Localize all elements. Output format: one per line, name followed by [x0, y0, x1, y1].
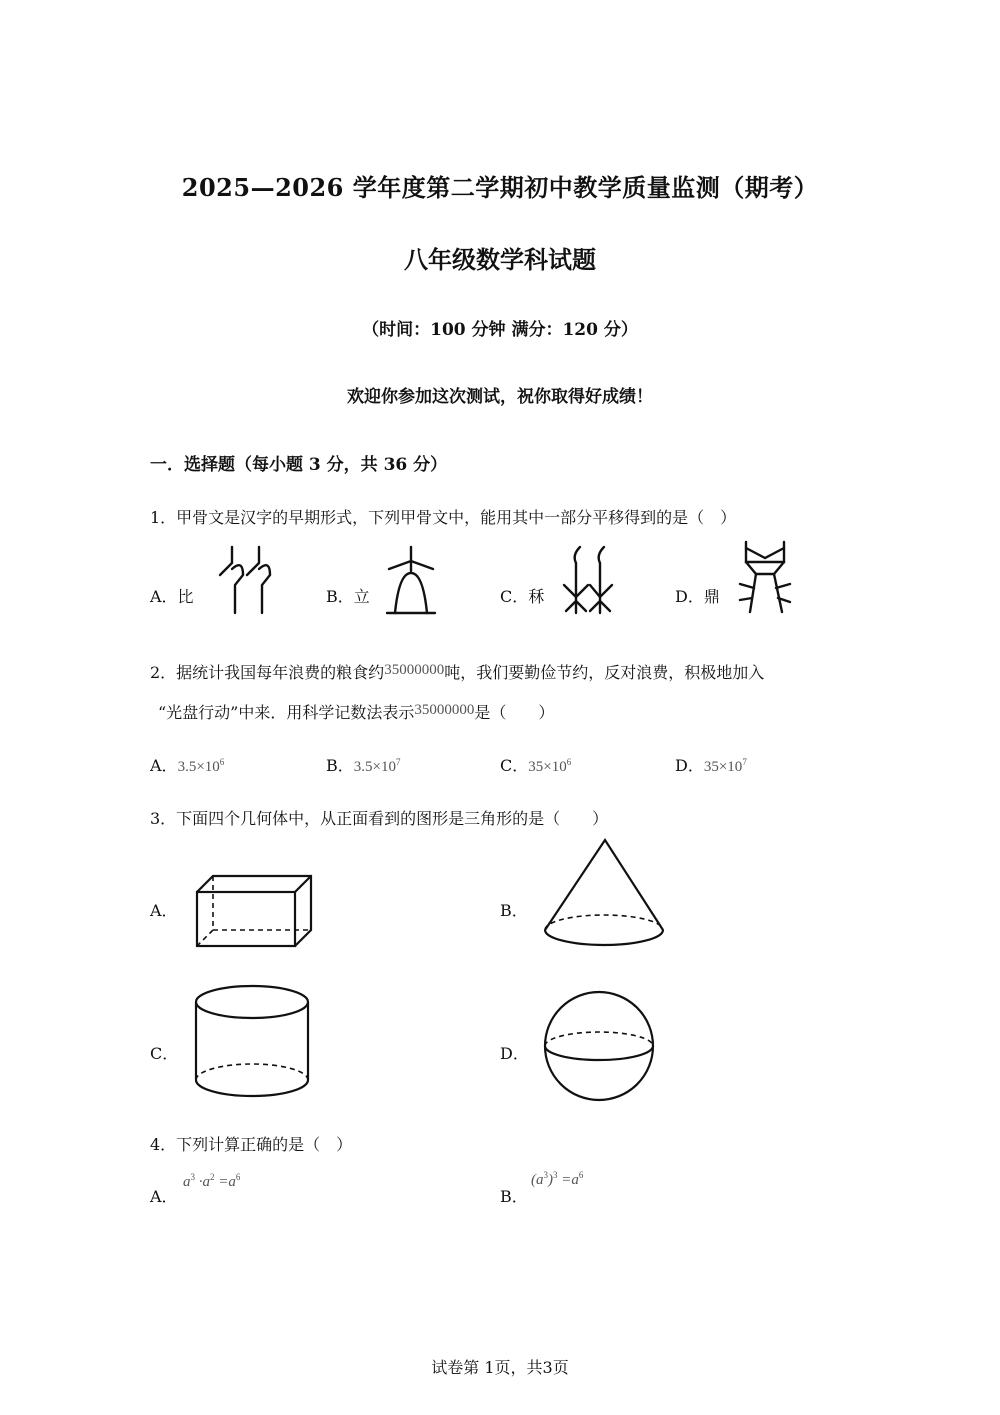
- q4a-part1: a: [183, 1174, 191, 1190]
- oracle-bi-icon: [215, 545, 275, 617]
- q4b-exp2: 3: [553, 1170, 558, 1180]
- q2-option-a-coef: 3.5×10: [177, 759, 220, 775]
- q4-option-b-label: B．: [500, 1187, 528, 1206]
- q3-option-a-label: A．: [150, 901, 178, 920]
- q2-number: 35000000: [384, 662, 445, 678]
- q2-option-b: [326, 753, 400, 776]
- q2-option-b-coef: 3.5×10: [353, 759, 396, 775]
- q2-text-4: 是（ ）: [474, 703, 555, 722]
- oracle-li2-icon: [560, 545, 620, 617]
- question-2-line2: [158, 700, 554, 723]
- q3-option-d-label: D．: [500, 1044, 529, 1063]
- q4a-exp3: 6: [235, 1172, 241, 1182]
- q1-option-b-label: B．立: [326, 587, 370, 606]
- cylinder-icon: [193, 984, 313, 1100]
- q2-option-b-label: B．: [326, 756, 354, 775]
- q2-text-3: “光盘行动”中来．用科学记数法表示: [158, 703, 415, 722]
- oracle-li-icon: [385, 545, 437, 617]
- q4a-part3: =a: [214, 1174, 236, 1190]
- q4b-part1: (a: [531, 1172, 544, 1188]
- q1-option-a-label: A．比: [150, 587, 194, 606]
- q4b-part2: ): [548, 1172, 553, 1188]
- cuboid-icon: [195, 874, 315, 950]
- q2-option-d-coef: 35×10: [703, 759, 743, 775]
- q2-text-2: 吨，我们要勤俭节约，反对浪费，积极地加入: [444, 663, 765, 682]
- sphere-icon: [543, 990, 657, 1102]
- q4a-exp1: 3: [190, 1172, 195, 1182]
- q2-option-b-exp: 7: [395, 757, 401, 767]
- q2-option-a-exp: 6: [219, 757, 225, 767]
- q2-option-a-label: A．: [150, 756, 178, 775]
- q2-option-c-coef: 35×10: [528, 759, 567, 775]
- q2-number-2: 35000000: [414, 702, 475, 718]
- question-1-stem: 1．甲骨文是汉字的早期形式，下列甲骨文中，能用其中一部分平移得到的是（ ）: [150, 508, 737, 527]
- q2-option-c: [500, 753, 571, 776]
- q4-option-a-expr: [183, 1172, 240, 1191]
- q4b-part3: =a: [557, 1172, 579, 1188]
- q2-option-c-exp: 6: [566, 757, 572, 767]
- exam-subtitle: 八年级数学科试题: [404, 245, 596, 274]
- q2-option-d: [675, 753, 747, 776]
- q4b-exp1: 3: [543, 1170, 548, 1180]
- q1-option-d-label: D．鼎: [675, 587, 720, 606]
- q2-option-d-exp: 7: [742, 757, 747, 767]
- q4a-exp2: 2: [210, 1172, 215, 1182]
- cone-icon: [543, 838, 667, 950]
- oracle-ding-icon: [738, 540, 793, 616]
- q2-option-a: [150, 753, 224, 776]
- q4a-part2: ·a: [195, 1174, 210, 1190]
- q4-option-b-expr: [531, 1170, 583, 1189]
- q1-option-c-label: C．秝: [500, 587, 545, 606]
- question-3-stem: 3．下面四个几何体中，从正面看到的图形是三角形的是（ ）: [150, 809, 609, 828]
- q2-option-d-label: D．: [675, 756, 704, 775]
- page-footer: 试卷第 1页，共3页: [431, 1358, 569, 1377]
- q2-option-c-label: C．: [500, 756, 529, 775]
- q3-option-c-label: C．: [150, 1044, 179, 1063]
- welcome-text: 欢迎你参加这次测试，祝你取得好成绩！: [347, 387, 653, 407]
- q4b-exp3: 6: [578, 1170, 584, 1180]
- exam-title: 2025—2026 学年度第二学期初中教学质量监测（期考）: [181, 173, 819, 202]
- q3-option-b-label: B．: [500, 901, 528, 920]
- time-info: （时间：100 分钟 满分：120 分）: [362, 320, 638, 340]
- question-2-line1: [150, 660, 764, 683]
- q4-option-a-label: A．: [150, 1187, 178, 1206]
- question-4-stem: 4．下列计算正确的是（ ）: [150, 1135, 353, 1154]
- q2-text: 2．据统计我国每年浪费的粮食约: [150, 663, 385, 682]
- section-heading: 一．选择题（每小题 3 分，共 36 分）: [150, 455, 448, 475]
